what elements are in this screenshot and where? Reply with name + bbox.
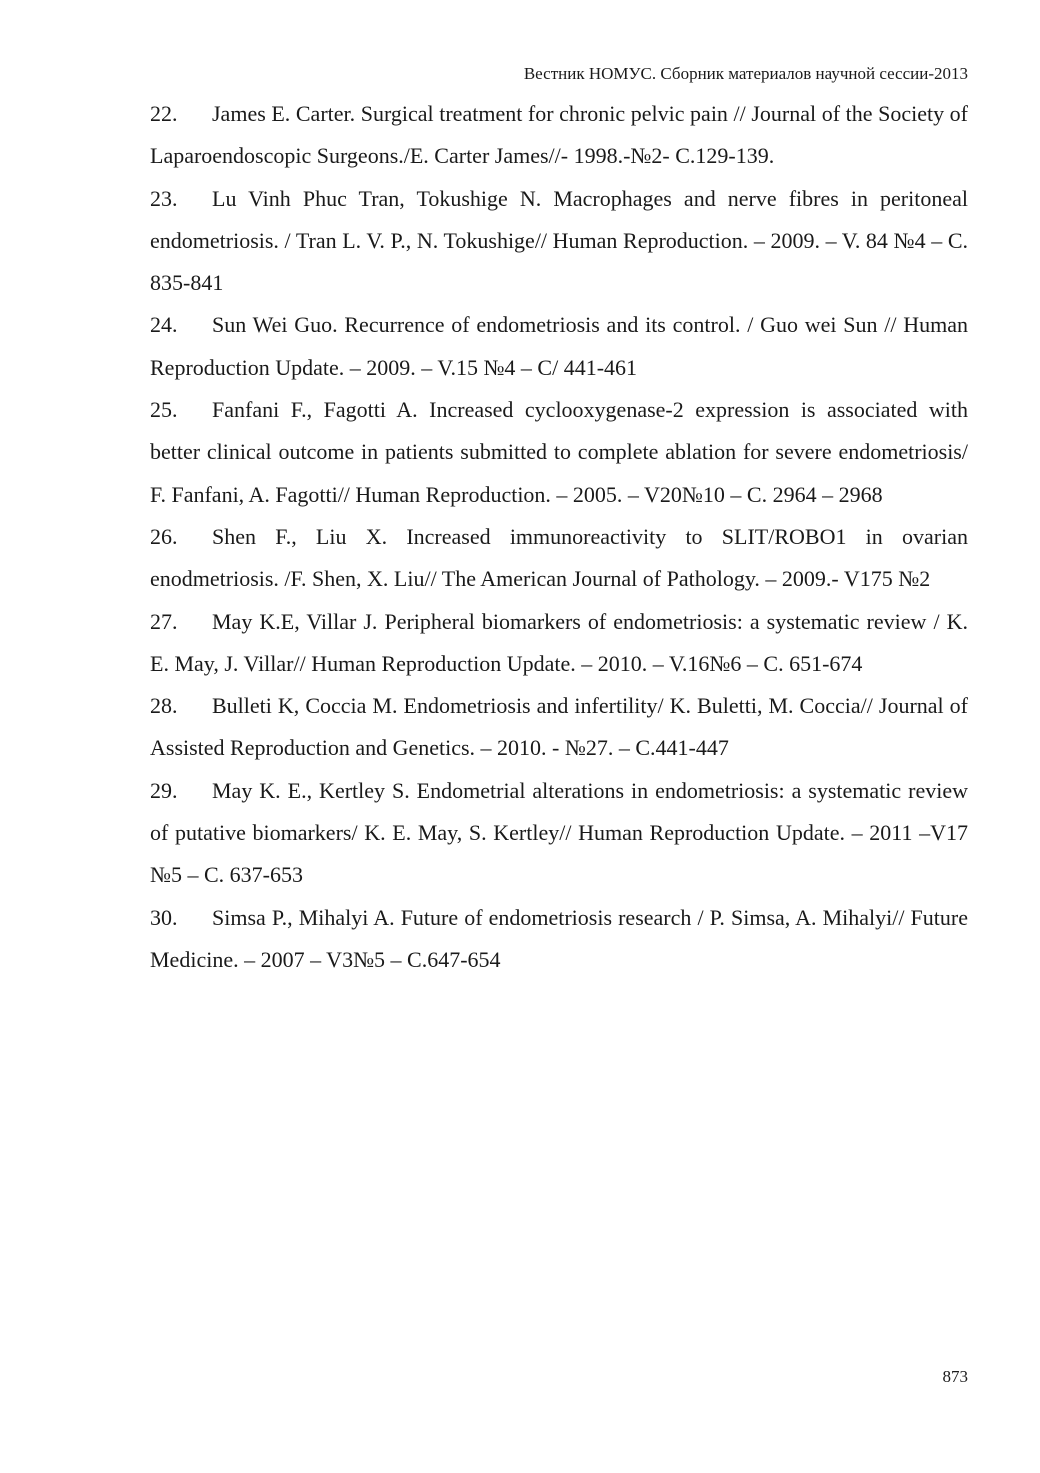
reference-item-27	[150, 601, 968, 686]
reference-number: 30.	[150, 904, 178, 930]
reference-number: 28.	[150, 693, 178, 719]
reference-text: James E. Carter. Surgical treatment for chronic pelvic pain // Journal of the Society of Laparoendoscopic Surgeons./E. Carter James//- 1998.-№2- C.129-139.	[150, 101, 968, 169]
reference-item-29	[150, 770, 968, 897]
reference-text: Shen F., Liu X. Increased immunoreactivity to SLIT/ROBO1 in ovarian enodmetriosis. /F. Shen, X. Liu// The American Journal of Pathology. – 2009.- V175 №2	[150, 523, 968, 592]
reference-list	[150, 93, 968, 981]
reference-number: 23.	[150, 185, 178, 211]
running-header: Вестник НОМУС. Сборник материалов научной сессии-2013	[523, 64, 968, 83]
reference-text: Bulleti K, Coccia M. Endometriosis and infertility/ K. Buletti, M. Coccia// Journal of Assisted Reproduction and Genetics. – 2010. - №27. – C.441-447	[150, 693, 968, 761]
reference-text: May K.E, Villar J. Peripheral biomarkers of endometriosis: a systematic review / K. E. May, J. Villar// Human Reproduction Update. – 2010. – V.16№6 – C. 651-674	[150, 608, 968, 676]
reference-item-30	[150, 897, 968, 982]
reference-item-26	[150, 516, 968, 601]
reference-item-22	[150, 93, 968, 178]
reference-item-23	[150, 178, 968, 305]
reference-item-24	[150, 304, 968, 389]
reference-item-25	[150, 389, 968, 516]
reference-number: 24.	[150, 312, 178, 338]
reference-text: Lu Vinh Phuc Tran, Tokushige N. Macrophages and nerve fibres in peritoneal endometriosis. / Tran L. V. P., N. Tokushige// Human Reproduction. – 2009. – V. 84 №4 – C. 835-841	[150, 185, 968, 296]
reference-text: Simsa P., Mihalyi A. Future of endometriosis research / P. Simsa, A. Mihalyi// Future Medicine. – 2007 – V3№5 – C.647-654	[150, 904, 968, 972]
reference-item-28	[150, 685, 968, 770]
reference-number: 26.	[150, 523, 178, 549]
reference-text: May K. E., Kertley S. Endometrial alterations in endometriosis: a systematic review of putative biomarkers/ K. E. May, S. Kertley// Human Reproduction Update. – 2011 –V17 №5 – C. 637-653	[150, 777, 968, 888]
reference-number: 25.	[150, 397, 178, 423]
page-number: 873	[942, 1367, 968, 1386]
reference-text: Sun Wei Guo. Recurrence of endometriosis and its control. / Guo wei Sun // Human Reproduction Update. – 2009. – V.15 №4 – C/ 441-461	[150, 312, 968, 380]
reference-number: 22.	[150, 101, 178, 126]
reference-number: 29.	[150, 777, 178, 803]
reference-number: 27.	[150, 608, 178, 634]
reference-text: Fanfani F., Fagotti A. Increased cyclooxygenase-2 expression is associated with better clinical outcome in patients submitted to complete ablation for severe endometriosis/ F. Fanfani, A. Fagotti// Human Reproduction. – 2005. – V20№10 – C. 2964 – 2968	[150, 397, 968, 507]
